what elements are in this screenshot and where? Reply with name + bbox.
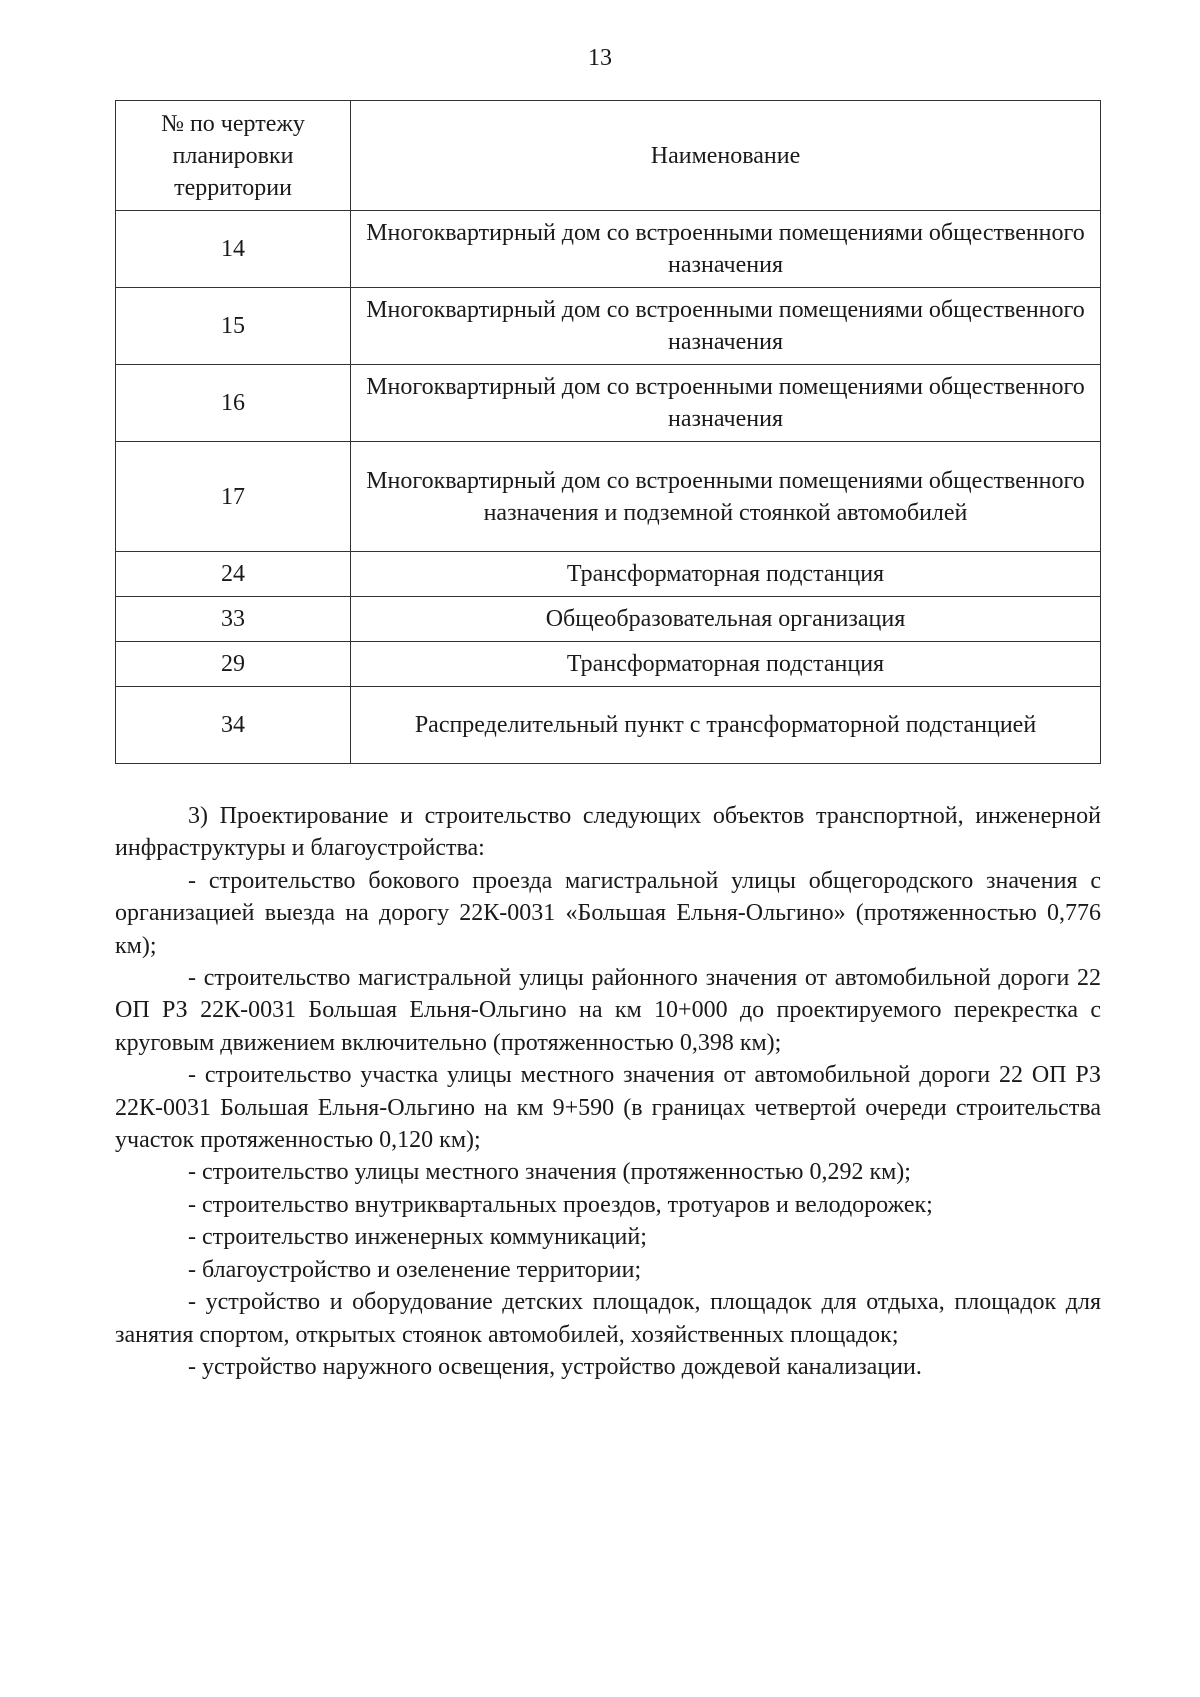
table-row [116,552,1101,597]
row-name: Многоквартирный дом со встроенными помещениями общественного назначения [351,211,1101,288]
row-number: 29 [116,642,351,687]
header-number: № по чертежу планировки территории [116,101,351,211]
paragraph: - строительство улицы местного значения (протяженностью 0,292 км); [188,1159,911,1186]
row-number: 24 [116,552,351,597]
objects-table [115,100,1101,764]
row-name: Трансформаторная подстанция [351,552,1101,597]
row-number: 15 [116,288,351,365]
row-name: Общеобразовательная организация [351,597,1101,642]
row-name: Многоквартирный дом со встроенными помещениями общественного назначения и подземной стоянкой автомобилей [351,442,1101,552]
table-row [116,442,1101,552]
table-row [116,365,1101,442]
paragraph: - строительство магистральной улицы районного значения от автомобильной дороги 22 ОП РЗ 22К-0031 Большая Ельня-Ольгино на км 10+000 до проектируемого перекрестка с круговым движением включительно (протяженностью 0,398 км); [115,965,1101,1056]
row-number: 16 [116,365,351,442]
row-name: Многоквартирный дом со встроенными помещениями общественного назначения [351,288,1101,365]
body-text [115,800,1101,1383]
paragraph: 3) Проектирование и строительство следующих объектов транспортной, инженерной инфраструктуры и благоустройства: [115,803,1101,862]
row-number: 33 [116,597,351,642]
table-row [116,642,1101,687]
paragraph: - строительство бокового проезда магистральной улицы общегородского значения с организацией выезда на дорогу 22К-0031 «Большая Ельня-Ольгино» (протяженностью 0,776 км); [115,867,1101,959]
paragraph: - благоустройство и озеленение территории; [188,1256,642,1283]
row-number: 34 [116,687,351,764]
table-row [116,211,1101,288]
table-header-row [116,101,1101,211]
table-row [116,687,1101,764]
row-name: Трансформаторная подстанция [351,642,1101,687]
row-name: Распределительный пункт с трансформаторной подстанцией [351,687,1101,764]
paragraph: - устройство наружного освещения, устройство дождевой канализации. [188,1353,922,1380]
header-name: Наименование [351,101,1101,211]
paragraph: - строительство внутриквартальных проездов, тротуаров и велодорожек; [188,1191,933,1218]
row-name: Многоквартирный дом со встроенными помещениями общественного назначения [351,365,1101,442]
row-number: 17 [116,442,351,552]
table-row [116,288,1101,365]
row-number: 14 [116,211,351,288]
paragraph: - строительство инженерных коммуникаций; [188,1224,647,1251]
paragraph: - устройство и оборудование детских площадок, площадок для отдыха, площадок для занятия спортом, открытых стоянок автомобилей, хозяйственных площадок; [115,1289,1101,1348]
table-row [116,597,1101,642]
page-number: 13 [588,45,612,71]
paragraph: - строительство участка улицы местного значения от автомобильной дороги 22 ОП РЗ 22К-0031 Большая Ельня-Ольгино на км 9+590 (в границах четвертой очереди строительства участок протяженностью 0,120 км); [115,1062,1101,1154]
